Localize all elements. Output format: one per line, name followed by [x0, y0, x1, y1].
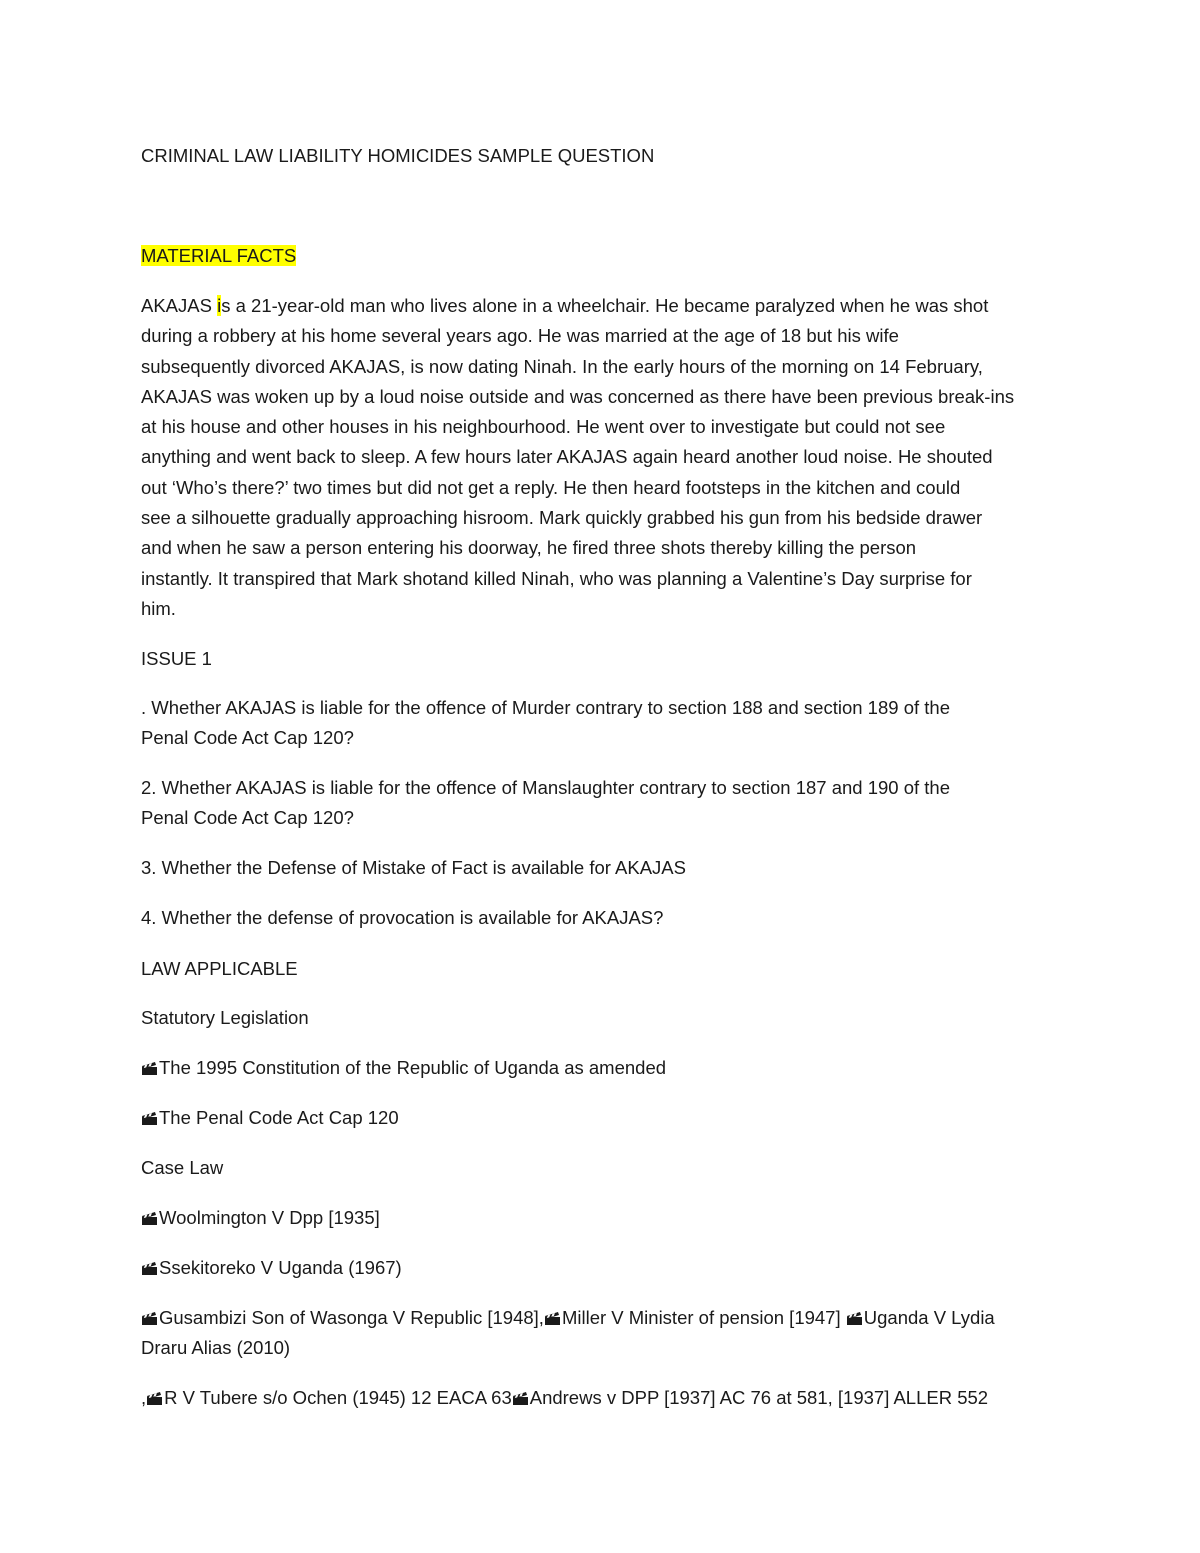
issue-item-2 — [141, 773, 1071, 834]
issue-item-1 — [141, 693, 1071, 754]
issue-heading: ISSUE 1 — [141, 648, 212, 669]
facts-line: instantly. It transpired that Mark shotand killed Ninah, who was planning a Valentine’s Day surprise for — [141, 567, 972, 589]
case-text: Andrews v DPP [1937] AC 76 at 581, [1937] ALLER 552 — [529, 1387, 989, 1408]
facts-line — [141, 291, 1071, 321]
facts-line: subsequently divorced AKAJAS, is now dating Ninah. In the early hours of the morning on 14 February, — [141, 355, 983, 377]
issue-item-4: 4. Whether the defense of provocation is available for AKAJAS? — [141, 907, 664, 928]
case-law-heading: Case Law — [141, 1157, 224, 1178]
material-facts-highlight: MATERIAL FACTS — [141, 245, 297, 266]
clapperboard-icon — [141, 1312, 158, 1325]
facts-line-text: s a 21-year-old man who lives alone in a wheelchair. He became paralyzed when he was shot — [221, 295, 989, 316]
document-title: CRIMINAL LAW LIABILITY HOMICIDES SAMPLE QUESTION — [141, 145, 655, 166]
case-group-a — [141, 1303, 1071, 1364]
case-text: Woolmington V Dpp [1935] — [159, 1207, 380, 1228]
clapperboard-icon — [544, 1312, 561, 1325]
case-text: Ssekitoreko V Uganda (1967) — [159, 1257, 402, 1278]
clapperboard-icon — [141, 1062, 158, 1075]
facts-highlight-char: i — [217, 295, 222, 316]
facts-line: AKAJAS was woken up by a loud noise outside and was concerned as there have been previous break-ins — [141, 385, 1015, 407]
facts-line: during a robbery at his home several years ago. He was married at the age of 18 but his wife — [141, 325, 899, 347]
statute-text: The 1995 Constitution of the Republic of Uganda as amended — [159, 1057, 667, 1078]
law-applicable-heading: LAW APPLICABLE — [141, 958, 298, 979]
issue-line: Penal Code Act Cap 120? — [141, 727, 354, 749]
facts-first-word: AKAJAS — [141, 295, 218, 316]
issue-item-3: 3. Whether the Defense of Mistake of Fact is available for AKAJAS — [141, 857, 686, 878]
case-text: Miller V Minister of pension [1947] — [561, 1307, 846, 1328]
case-group-b — [141, 1383, 1066, 1413]
facts-line: and when he saw a person entering his doorway, he fired three shots thereby killing the person — [141, 537, 917, 559]
statute-item — [141, 1053, 1066, 1083]
case-text: R V Tubere s/o Ochen (1945) 12 EACA 63 — [164, 1387, 512, 1408]
facts-line: at his house and other houses in his neighbourhood. He went over to investigate but could not see — [141, 416, 946, 438]
statute-text: The Penal Code Act Cap 120 — [159, 1107, 399, 1128]
case-text: Uganda V Lydia — [863, 1307, 995, 1328]
case-lead-comma: , — [141, 1387, 147, 1408]
case-line: Draru Alias (2010) — [141, 1337, 291, 1359]
issue-line: Penal Code Act Cap 120? — [141, 807, 354, 829]
facts-line: see a silhouette gradually approaching hisroom. Mark quickly grabbed his gun from his bedside drawer — [141, 507, 983, 529]
clapperboard-icon — [512, 1392, 529, 1405]
case-item — [141, 1253, 1066, 1283]
clapperboard-icon — [846, 1312, 863, 1325]
clapperboard-icon — [141, 1112, 158, 1125]
clapperboard-icon — [141, 1262, 158, 1275]
clapperboard-icon — [146, 1392, 163, 1405]
case-line — [141, 1303, 1071, 1333]
statute-item — [141, 1103, 1066, 1133]
issue-line: . Whether AKAJAS is liable for the offence of Murder contrary to section 188 and section 189 of the — [141, 697, 950, 718]
clapperboard-icon — [141, 1212, 158, 1225]
statutory-legislation-heading: Statutory Legislation — [141, 1007, 309, 1028]
facts-line: anything and went back to sleep. A few hours later AKAJAS again heard another loud noise. He shouted — [141, 446, 993, 468]
facts-line: him. — [141, 597, 176, 619]
material-facts-paragraph — [141, 291, 1071, 624]
issue-line: 2. Whether AKAJAS is liable for the offence of Manslaughter contrary to section 187 and 190 of the — [141, 777, 951, 798]
case-item — [141, 1203, 1066, 1233]
case-text: Gusambizi Son of Wasonga V Republic [1948], — [159, 1307, 544, 1328]
facts-line: out ‘Who’s there?’ two times but did not get a reply. He then heard footsteps in the kitchen and could — [141, 476, 961, 498]
material-facts-heading — [141, 241, 1066, 271]
